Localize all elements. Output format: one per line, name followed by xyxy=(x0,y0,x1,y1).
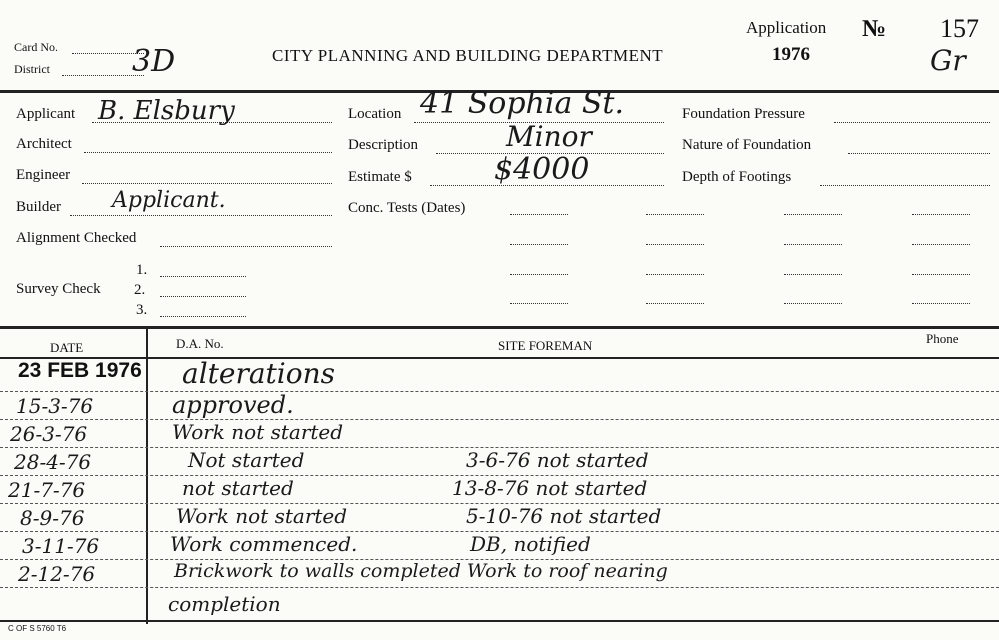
phone-column-header: Phone xyxy=(926,331,959,346)
conc-tests-label: Conc. Tests (Dates) xyxy=(348,200,466,216)
nature-foundation-line xyxy=(848,153,990,154)
row-entry: Work commenced. xyxy=(170,532,358,556)
district-label: District xyxy=(14,62,50,76)
initials: Gr xyxy=(930,44,966,77)
row-entry: alterations xyxy=(182,357,336,390)
builder-value: Applicant. xyxy=(112,188,226,213)
department-title: CITY PLANNING AND BUILDING DEPARTMENT xyxy=(272,46,664,65)
builder-line xyxy=(70,215,332,216)
depth-footings-label: Depth of Footings xyxy=(682,169,792,185)
survey-2-label: 2. xyxy=(134,282,146,298)
card-no-label: Card No. xyxy=(14,40,58,54)
row-entry: not started xyxy=(182,476,294,500)
row-entry: Work not started xyxy=(172,420,344,444)
number-symbol: № xyxy=(862,16,887,42)
row-entry-continued: 5-10-76 not started xyxy=(466,504,662,528)
foundation-pressure-line xyxy=(834,122,990,123)
row-entry: Brickwork to walls completed Work to roof nearing xyxy=(174,560,668,582)
application-number: 157 xyxy=(940,14,979,43)
builder-label: Builder xyxy=(16,199,61,215)
survey-1-line xyxy=(160,276,246,277)
location-label: Location xyxy=(348,106,402,122)
architect-line xyxy=(84,152,332,153)
description-label: Description xyxy=(348,137,418,153)
row-entry-continued: DB, notified xyxy=(470,532,591,556)
row-date: 3-11-76 xyxy=(22,534,100,558)
engineer-label: Engineer xyxy=(16,167,71,183)
row-date: 8-9-76 xyxy=(20,506,85,530)
form-code: C OF S 5760 T6 xyxy=(8,624,67,633)
engineer-line xyxy=(82,183,332,184)
applicant-value: B. Elsbury xyxy=(98,96,235,126)
alignment-label: Alignment Checked xyxy=(16,230,137,246)
application-label: Application xyxy=(746,18,827,37)
foreman-column-header: SITE FOREMAN xyxy=(498,338,593,353)
foundation-pressure-label: Foundation Pressure xyxy=(682,106,805,122)
row-date: 23 FEB 1976 xyxy=(18,359,142,382)
column-divider-date xyxy=(146,329,148,624)
application-year: 1976 xyxy=(772,44,810,65)
da-column-header: D.A. No. xyxy=(176,336,224,351)
estimate-value: $4000 xyxy=(494,152,590,187)
row-entry: completion xyxy=(168,592,281,616)
row-entry-continued: 13-8-76 not started xyxy=(452,476,648,500)
description-value: Minor xyxy=(506,120,592,153)
survey-3-label: 3. xyxy=(136,302,148,318)
depth-footings-line xyxy=(820,185,990,186)
row-date: 15-3-76 xyxy=(16,394,94,418)
location-value: 41 Sophia St. xyxy=(420,86,625,121)
row-entry: approved. xyxy=(172,391,294,419)
district-value: 3D xyxy=(132,44,176,79)
survey-3-line xyxy=(160,316,246,317)
row-date: 26-3-76 xyxy=(10,422,88,446)
survey-1-label: 1. xyxy=(136,262,148,278)
row-date: 2-12-76 xyxy=(18,562,96,586)
estimate-label: Estimate $ xyxy=(348,169,412,185)
log-bottom-border xyxy=(0,620,999,622)
log-header-divider xyxy=(0,357,999,359)
row-entry: Not started xyxy=(188,448,305,472)
survey-label: Survey Check xyxy=(16,281,101,297)
survey-2-line xyxy=(160,296,246,297)
date-column-header: DATE xyxy=(50,340,84,355)
row-entry-continued: 3-6-76 not started xyxy=(466,448,649,472)
nature-foundation-label: Nature of Foundation xyxy=(682,137,812,153)
row-date: 21-7-76 xyxy=(8,478,86,502)
row-date: 28-4-76 xyxy=(14,450,92,474)
applicant-label: Applicant xyxy=(16,106,76,122)
alignment-line xyxy=(160,246,332,247)
row-entry: Work not started xyxy=(176,504,348,528)
details-divider xyxy=(0,326,999,329)
architect-label: Architect xyxy=(16,136,72,152)
